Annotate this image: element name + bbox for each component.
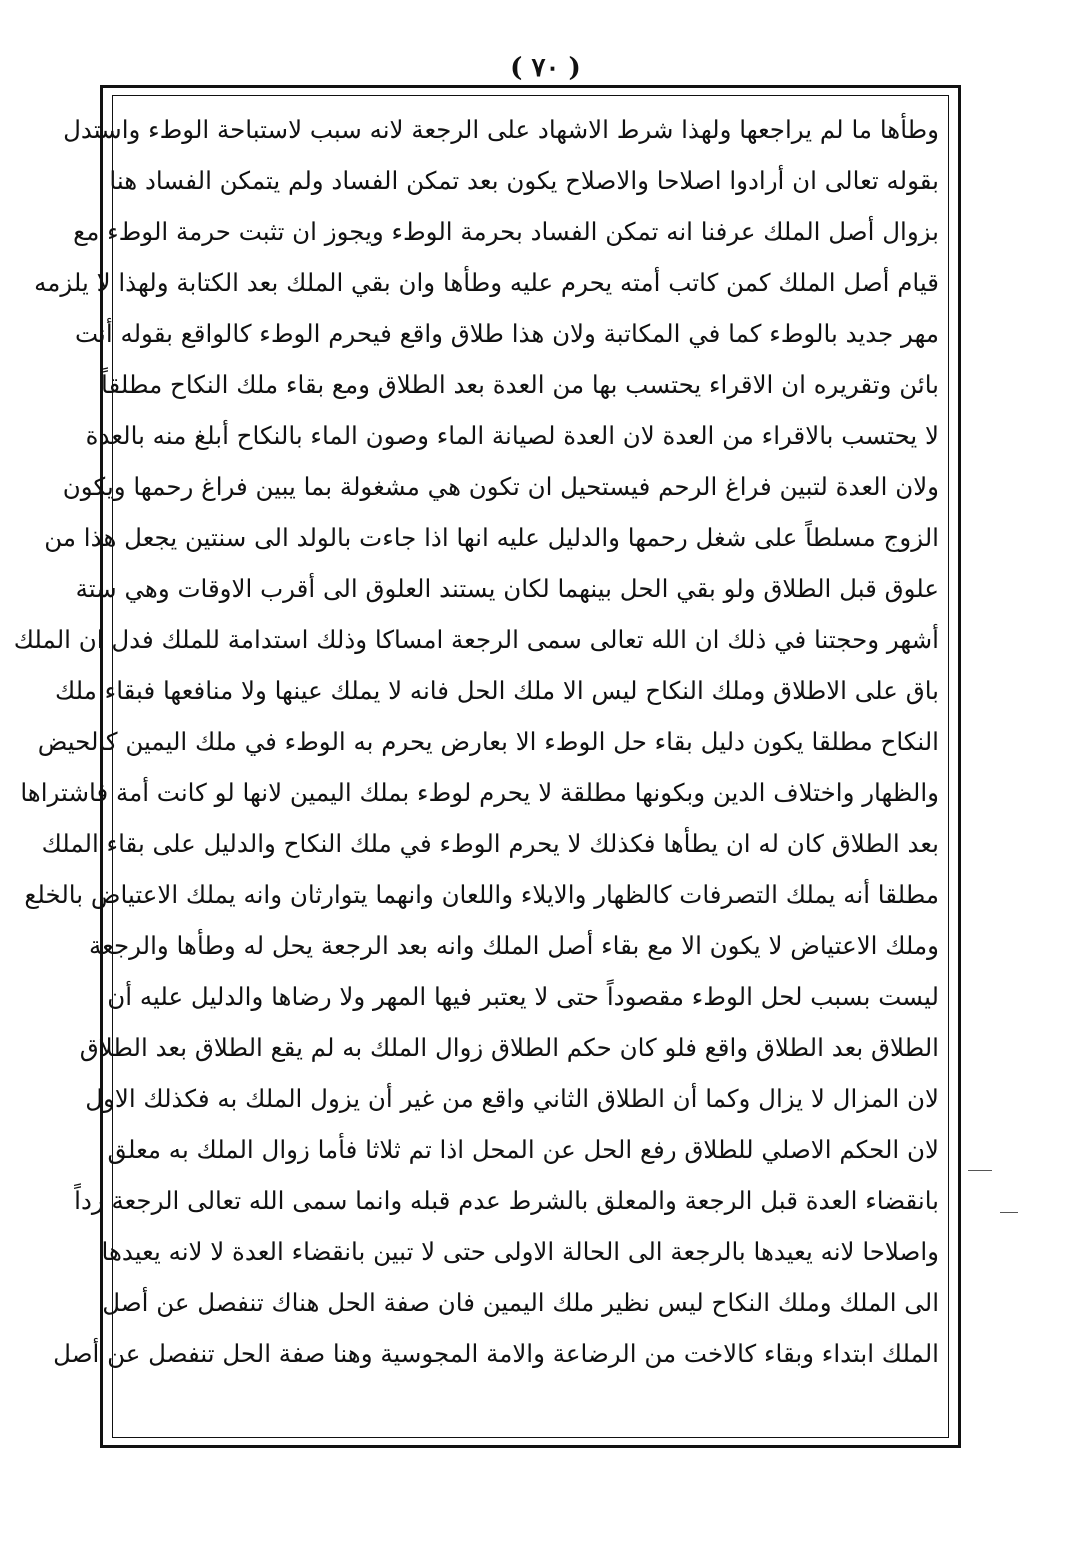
page-number: ( ٧٠ ) <box>510 53 581 83</box>
text-line: واصلاحا لانه يعيدها بالرجعة الى الحالة الاولى حتى لا تبين بانقضاء العدة لا لانه يعيدها <box>101 1237 939 1266</box>
text-line: النكاح مطلقا يكون دليل بقاء حل الوطء الا بعارض يحرم به الوطء في ملك اليمين كالحيض <box>37 727 939 756</box>
text-line: مهر جديد بالوطء كما في المكاتبة ولان هذا طلاق واقع فيحرم الوطء كالواقع بقوله أنت <box>74 319 939 348</box>
text-line: الى الملك وملك النكاح ليس نظير ملك اليمين فان صفة الحل هناك تنفصل عن أصل <box>102 1288 939 1317</box>
text-body <box>13 104 939 1430</box>
text-line: وطأها ما لم يراجعها ولهذا شرط الاشهاد على الرجعة لانه سبب لاستباحة الوطء واستدل <box>63 115 939 144</box>
text-line: لا يحتسب بالاقراء من العدة لان العدة لصيانة الماء وصون الماء بالنكاح أبلغ منه بالعدة <box>85 421 939 450</box>
text-line: ولان العدة لتبين فراغ الرحم فيستحيل ان تكون هي مشغولة بما يبين فراغ رحمها ويكون <box>62 472 939 501</box>
text-line: بعد الطلاق كان له ان يطأها فكذلك لا يحرم الوطء في ملك النكاح والدليل على بقاء الملك <box>41 829 939 858</box>
text-line: بقوله تعالى ان أرادوا اصلاحا والاصلاح يكون بعد تمكن الفساد ولم يتمكن الفساد هنا <box>109 166 939 195</box>
text-line: لان المزال لا يزال وكما أن الطلاق الثاني واقع من غير أن يزول الملك به فكذلك الاول <box>85 1084 939 1113</box>
text-line: الطلاق بعد الطلاق واقع فلو كان حكم الطلاق زوال الملك به لم يقع الطلاق بعد الطلاق <box>79 1033 939 1062</box>
text-line: والظهار واختلاف الدين وبكونها مطلقة لا يحرم لوطء بملك اليمين لانها لو كانت أمة فاشتراها <box>20 778 939 807</box>
text-line: أشهر وحجتنا في ذلك ان الله تعالى سمى الرجعة امساكا وذلك استدامة للملك فدل ان الملك <box>13 625 939 654</box>
text-line: علوق قبل الطلاق ولو بقي الحل بينهما لكان يستند العلوق الى أقرب الاوقات وهي ستة <box>75 574 939 603</box>
margin-mark <box>1000 1212 1018 1213</box>
text-line: باق على الاطلاق وملك النكاح ليس الا ملك الحل فانه لا يملك عينها ولا منافعها فبقاء ملك <box>55 676 939 705</box>
text-line: بانقضاء العدة قبل الرجعة والمعلق بالشرط عدم قبله وانما سمى الله تعالى الرجعة رداً <box>74 1186 939 1215</box>
text-line: قيام أصل الملك كمن كاتب أمته يحرم عليه وطأها وان بقي الملك بعد الكتابة ولهذا لا يلزمه <box>34 268 939 297</box>
text-line: بائن وتقريره ان الاقراء يحتسب بها من العدة بعد الطلاق ومع بقاء ملك النكاح مطلقاً <box>101 370 939 399</box>
text-line: وملك الاعتياض لا يكون الا مع بقاء أصل الملك وانه بعد الرجعة يحل له وطأها والرجعة <box>89 931 939 960</box>
text-line: الزوج مسلطاً على شغل رحمها والدليل عليه انها اذا جاءت بالولد الى سنتين يجعل هذا من <box>44 523 939 552</box>
text-line: لان الحكم الاصلي للطلاق رفع الحل عن المحل اذا تم ثلاثا فأما زوال الملك به معلق <box>107 1135 939 1164</box>
text-line: بزوال أصل الملك عرفنا انه تمكن الفساد بحرمة الوطء ويجوز ان تثبت حرمة الوطء مع <box>73 217 939 246</box>
text-line: مطلقا أنه يملك التصرفات كالظهار والايلاء واللعان وانهما يتوارثان وانه يملك الاعتياض بالخلع <box>24 880 939 909</box>
margin-mark <box>968 1170 992 1171</box>
text-line: الملك ابتداء وبقاء كالاخت من الرضاعة والامة المجوسية وهنا صفة الحل تنفصل عن أصل <box>53 1339 939 1368</box>
text-line: ليست بسبب لحل الوطء مقصوداً حتى لا يعتبر فيها المهر ولا رضاها والدليل عليه أن <box>107 982 939 1011</box>
